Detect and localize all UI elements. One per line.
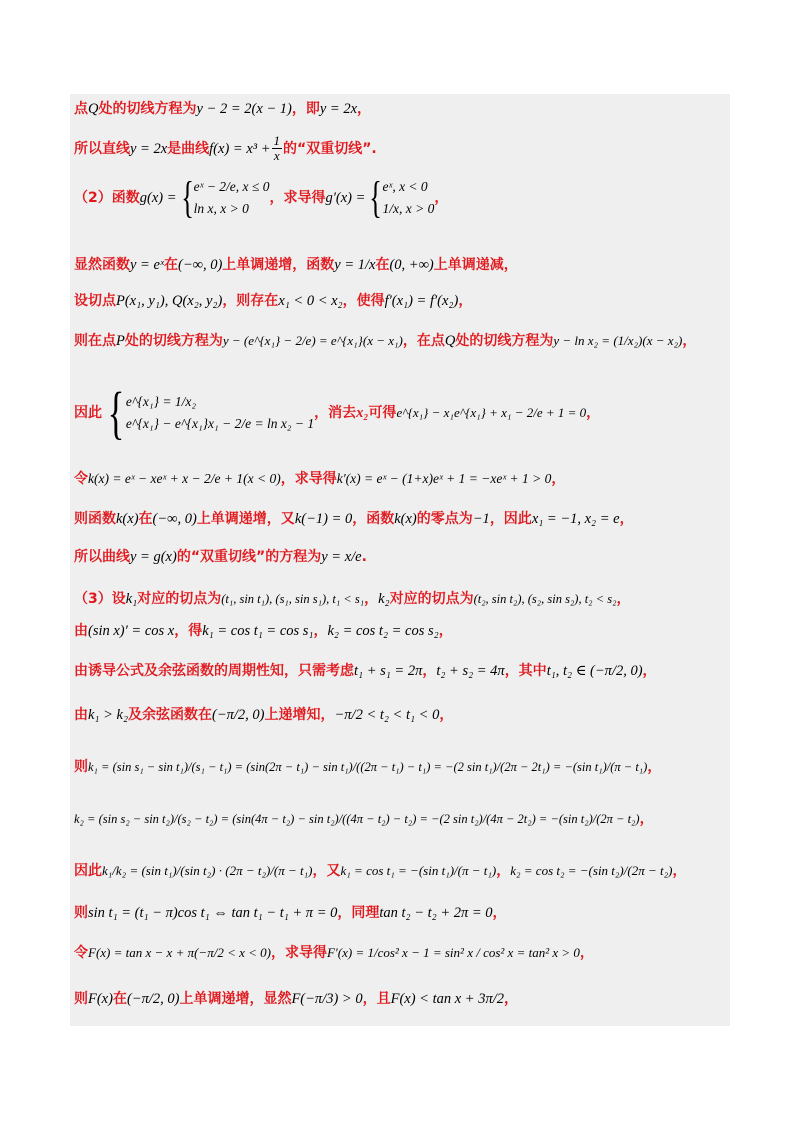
text: ，	[647, 759, 662, 775]
line-11	[74, 590, 740, 609]
line-18	[74, 904, 740, 923]
math: F(−π/3) > 0	[291, 991, 363, 1007]
text: 的“双重切线”.	[283, 140, 377, 157]
text: 在	[164, 257, 178, 273]
math: y = x/e	[321, 549, 362, 565]
text: ，	[639, 811, 654, 827]
text: 处的切线方程为	[124, 333, 223, 349]
text: 令	[74, 471, 88, 487]
math: k(x)	[394, 511, 417, 527]
line-12	[74, 622, 740, 641]
math: (t₂, sin t₂), (s₂, sin s₂), t₂ < s₂	[473, 592, 617, 606]
text: ，使得	[342, 293, 385, 309]
math: f′(x₁) = f′(x₂)	[384, 293, 459, 309]
line-19	[74, 944, 740, 962]
math: F(x)	[88, 991, 113, 1007]
math: k₁ = cos t₁ = cos s₁	[202, 623, 314, 639]
math: (−∞, 0)	[152, 511, 197, 527]
text: ，在点	[402, 333, 445, 349]
line-9	[74, 510, 740, 529]
line-5	[74, 292, 740, 311]
math: Q	[88, 101, 99, 117]
fraction: $\frac{1}{x}$	[273, 133, 281, 164]
text: ，	[586, 405, 601, 421]
text: ，	[313, 623, 328, 639]
text: ，得	[174, 623, 203, 639]
text: .	[361, 549, 367, 565]
text: ，因此	[489, 511, 532, 527]
text: ，即	[291, 101, 320, 117]
text: ，	[682, 333, 697, 349]
math: k₁ = (sin s₁ − sin t₁)/(s₁ − t₁) = (sin(2π − t₁) − sin t₁)/((2π − t₁) − t₁) = −(2 sin t₁)/(2π − 2t₁) = −(sin t₁)/(π − t₁)	[88, 760, 648, 774]
text: ，消去	[314, 405, 357, 421]
math: Q	[444, 333, 456, 349]
math: y = 2x	[130, 140, 168, 157]
text: ，	[619, 511, 634, 527]
math: k(−1) = 0	[294, 511, 353, 527]
text: 对应的切点为	[389, 591, 474, 607]
line-13	[74, 662, 740, 681]
math: (−π/2, 0)	[212, 707, 265, 723]
text: 由诱导公式及余弦函数的周期性知，只需考虑	[74, 663, 354, 679]
math: (−π/2, 0)	[126, 991, 180, 1007]
text: 及余弦函数在	[128, 707, 212, 723]
text: 点	[74, 101, 88, 117]
text: 的零点为	[416, 511, 473, 527]
text: 可得	[368, 405, 397, 421]
math: (−∞, 0)	[178, 257, 223, 273]
text: ，	[579, 945, 594, 961]
line-17	[74, 862, 740, 880]
text: ，	[422, 663, 437, 679]
math: x₁ = −1, x₂ = e	[531, 511, 620, 527]
text: ，同理	[337, 905, 380, 921]
text: ，	[364, 591, 379, 607]
math: e^{x₁} − x₁e^{x₁} + x₁ − 2/e + 1 = 0	[396, 405, 587, 420]
text: 则	[74, 991, 88, 1007]
math: y − 2 = 2(x − 1)	[196, 101, 292, 117]
math: t₁ + s₁ = 2π	[354, 663, 423, 679]
text: 上单调递增，显然	[179, 991, 292, 1007]
text: ，且	[362, 991, 391, 1007]
math: F′(x) = 1/cos² x − 1 = sin² x / cos² x = tan² x > 0	[326, 945, 580, 960]
math: k₁ = cos t₁ = −(sin t₁)/(π − t₁)	[340, 863, 497, 878]
text: 所以曲线	[74, 549, 130, 565]
math: k₂ = cos t₂ = cos s₂	[327, 623, 439, 639]
text: 处的切线方程为	[455, 333, 554, 349]
math: k₂ = cos t₂ = −(sin t₂)/(2π − t₂)	[510, 863, 673, 878]
math: y = 2x	[319, 101, 358, 117]
math: k₂ = (sin s₂ − sin t₂)/(s₂ − t₂) = (sin(4π − t₂) − sin t₂)/((4π − t₂) − t₂) = −(2 sin t₂)/(4π − 2t₂) = −(sin t₂)/(2π − t₂)	[74, 812, 640, 826]
text: ，	[434, 190, 449, 206]
line-7	[74, 380, 740, 445]
math: (t₁, sin t₁), (s₁, sin s₁), t₁ < s₁	[221, 592, 365, 606]
text: ，	[504, 991, 518, 1007]
math: F(x) < tan x + 3π/2	[390, 991, 504, 1007]
math: y − ln x₂ = (1/x₂)(x − x₂)	[553, 333, 683, 348]
line-20	[74, 990, 740, 1009]
math: y − (e^{x₁} − 2/e) = e^{x₁}(x − x₁)	[222, 333, 403, 348]
text: ，	[357, 101, 372, 117]
line-3	[74, 173, 740, 222]
math: t₁, t₂ ∈ (−π/2, 0)	[546, 663, 643, 679]
text: 是曲线	[167, 140, 210, 157]
text: 所以直线	[74, 140, 130, 157]
text: 上单调递减，	[433, 257, 518, 273]
math: k₁/k₂ = (sin t₁)/(sin t₂) · (2π − t₂)/(π − t₁)	[102, 863, 313, 878]
text: 对应的切点为	[137, 591, 222, 607]
line-15	[74, 758, 740, 776]
math: x₁ < 0 < x₂	[278, 293, 343, 309]
math: k(x) = eˣ − xeˣ + x − 2/e + 1(x < 0)	[88, 471, 281, 486]
text: ，求导得	[280, 471, 337, 487]
text: ，	[439, 707, 454, 723]
text: 上递增知，	[264, 707, 335, 723]
text: ，又	[312, 863, 341, 879]
text: 在	[138, 511, 153, 527]
text: 则	[74, 905, 88, 921]
math: y = g(x)	[130, 549, 177, 565]
text: ，	[672, 863, 687, 879]
piecewise: { e^{x₁} = 1/x₂ e^{x₁} − e^{x₁}x₁ − 2/e = ln x₂ − 1	[107, 380, 315, 445]
math: f(x) = x³ +	[209, 140, 271, 157]
line-6	[74, 332, 740, 351]
text: ，	[438, 623, 453, 639]
math: −π/2 < t₂ < t₁ < 0	[334, 707, 440, 723]
text: 因此	[74, 405, 102, 421]
text: ，	[551, 471, 566, 487]
math: F(x) = tan x − x + π(−π/2 < x < 0)	[88, 945, 271, 960]
text: ，	[616, 591, 631, 607]
text: 的“双重切线”的方程为	[176, 549, 322, 565]
text: 则函数	[74, 511, 116, 527]
text: ，函数	[352, 511, 395, 527]
math: t₂ + s₂ = 4π	[436, 663, 505, 679]
text: 因此	[74, 863, 102, 879]
text: 上单调递增，函数	[222, 257, 335, 273]
math: y = eˣ	[130, 257, 164, 273]
text: 设切点	[74, 293, 116, 309]
math: k′(x) = eˣ − (1+x)eˣ + 1 = −xeˣ + 1 > 0	[336, 471, 552, 486]
math: k(x)	[116, 511, 139, 527]
line-16	[74, 810, 740, 828]
math: tan t₂ − t₂ + 2π = 0	[379, 905, 493, 921]
math: k₁ > k₂	[88, 707, 128, 723]
text: （2）函数	[74, 190, 140, 206]
text: 由	[74, 707, 88, 723]
math: y = 1/x	[334, 257, 376, 273]
math: (sin x)′ = cos x	[88, 623, 175, 639]
text: 则	[74, 759, 88, 775]
text: ，	[642, 663, 657, 679]
line-10	[74, 548, 740, 567]
line-8	[74, 470, 740, 488]
line-2	[74, 134, 740, 164]
text: （3）设	[74, 591, 126, 607]
math: −1	[472, 511, 490, 527]
math: x₂	[356, 405, 369, 421]
math: sin t₁ = (t₁ − π)cos t₁ ⇔ tan t₁ − t₁ + π = 0	[88, 905, 338, 921]
math: P(x₁, y₁), Q(x₂, y₂)	[116, 293, 223, 309]
text: ，	[458, 293, 473, 309]
text: ，	[496, 863, 511, 879]
text: ，求导得	[269, 190, 326, 206]
text: ，其中	[504, 663, 547, 679]
line-4	[74, 256, 740, 275]
text: 上单调递增，又	[196, 511, 295, 527]
text: 则在点	[74, 333, 116, 349]
text: ，	[492, 905, 507, 921]
text: ，则存在	[222, 293, 279, 309]
text: 在	[112, 991, 127, 1007]
text: 由	[74, 623, 88, 639]
math: (0, +∞)	[389, 257, 434, 273]
math: k₂	[378, 591, 390, 607]
text: 处的切线方程为	[98, 101, 197, 117]
math: g′(x) =	[325, 190, 366, 206]
line-1	[74, 100, 740, 119]
math: P	[116, 333, 125, 349]
piecewise: { eˣ, x < 0 1/x, x > 0	[369, 173, 435, 222]
math: g(x) =	[139, 190, 177, 206]
piecewise: { eˣ − 2/e, x ≤ 0 ln x, x > 0	[180, 173, 270, 222]
math: k₁	[125, 591, 138, 607]
text: ，求导得	[270, 945, 327, 961]
text: 在	[375, 257, 390, 273]
text: 令	[74, 945, 88, 961]
text: 显然函数	[74, 257, 130, 273]
line-14	[74, 706, 740, 725]
